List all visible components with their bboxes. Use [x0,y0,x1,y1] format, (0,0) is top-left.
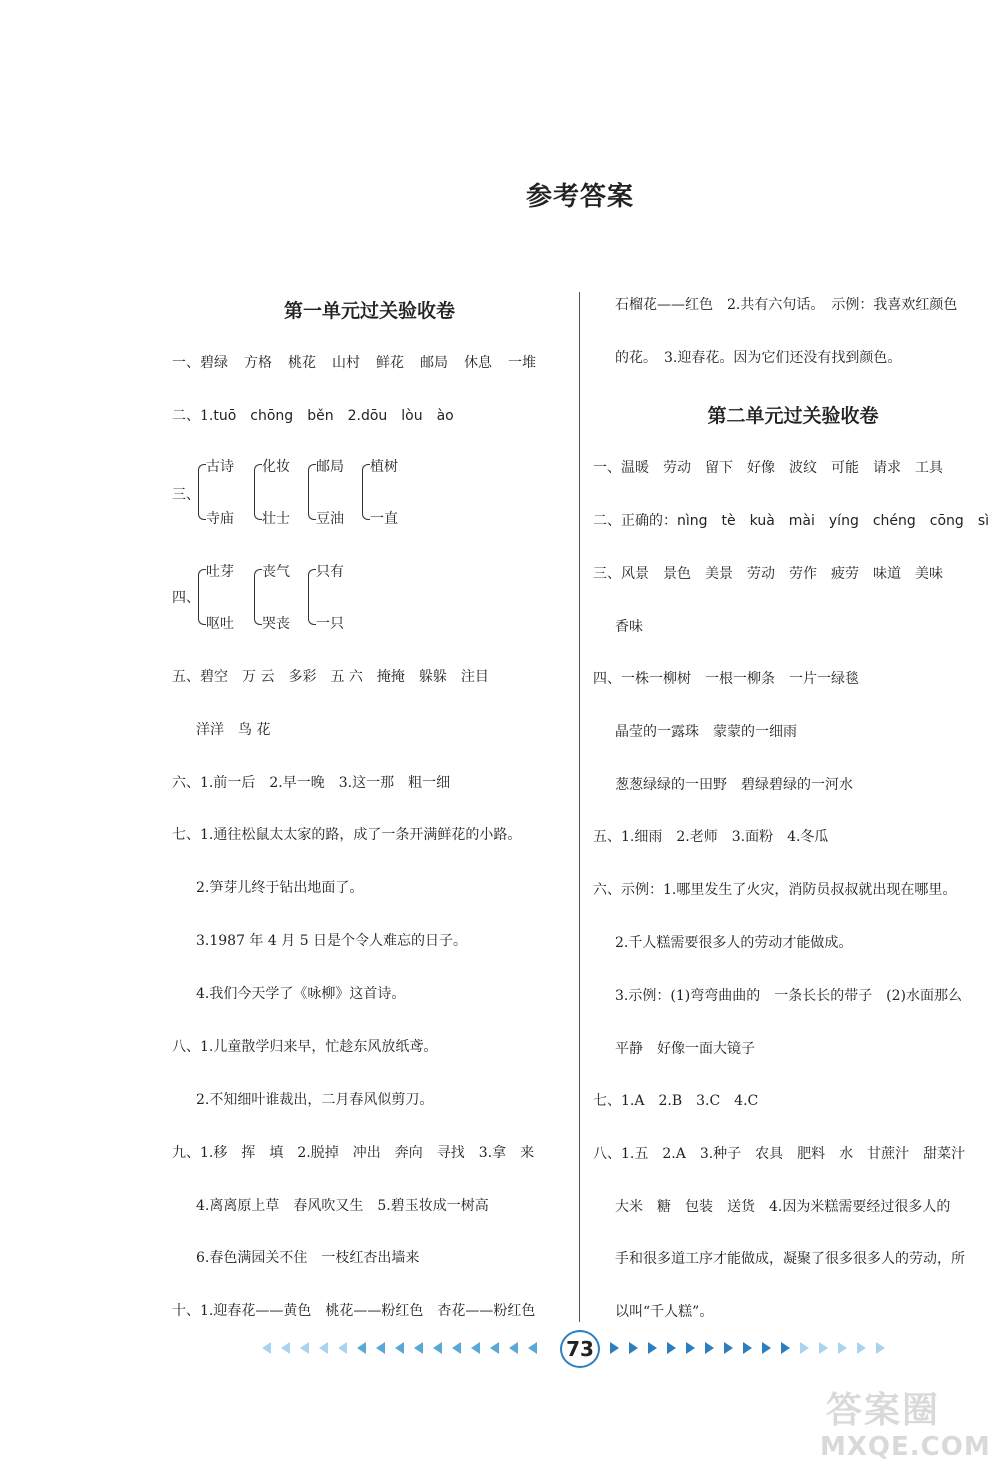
unit2-q1: 一、温暖 劳动 留下 好像 波纹 可能 请求 工具 [593,460,943,476]
right-arrow-icon [838,1342,847,1354]
right-arrow-icon [724,1342,733,1354]
unit2-q8-2: 大米 糖 包装 送货 4.因为米糕需要经过很多人的 [615,1199,951,1215]
unit1-q9-3: 6.春色满园关不住 一枝红杏出墙来 [196,1250,420,1266]
left-arrow-icon [414,1342,423,1354]
right-top-1: 石榴花——红色 2.共有六句话。 示例：我喜欢红颜色 [615,297,958,313]
unit1-q1: 一、碧绿 方格 桃花 山村 鲜花 邮局 休息 一堆 [172,355,536,371]
unit2-title: 第二单元过关验收卷 [707,405,879,427]
unit1-q7-1: 七、1.通往松鼠太太家的路，成了一条开满鲜花的小路。 [172,827,522,843]
unit2-q3-2: 香味 [615,619,643,635]
unit1-q7-2: 2.笋芽儿终于钻出地面了。 [196,880,364,896]
left-arrow-icon [452,1342,461,1354]
left-arrow-icon [471,1342,480,1354]
unit2-q8-3: 手和很多道工序才能做成，凝聚了很多很多人的劳动，所 [615,1251,965,1267]
unit1-q9-1: 九、1.移 挥 填 2.脱掉 冲出 奔向 寻找 3.拿 来 [172,1145,535,1161]
right-arrow-icon [705,1342,714,1354]
unit2-q4-3: 葱葱绿绿的一田野 碧绿碧绿的一河水 [615,777,853,793]
column-divider [579,292,580,1322]
unit1-title: 第一单元过关验收卷 [283,300,455,322]
unit2-q3-1: 三、风景 景色 美景 劳动 劳作 疲劳 味道 美味 [593,566,943,582]
left-arrow-icon [528,1342,537,1354]
unit2-q6-1: 六、示例：1.哪里发生了火灾，消防员叔叔就出现在哪里。 [593,882,957,898]
left-arrow-icon [262,1342,271,1354]
unit1-q3: 三、 古诗 寺庙 化妆 壮士 邮局 豆油 植树 一直 [172,459,398,527]
unit1-q4: 四、 吐芽 呕吐 丧气 哭丧 只有 一只 [172,564,344,632]
unit1-q9-2: 4.离离原上草 春风吹又生 5.碧玉妆成一树高 [196,1198,489,1214]
left-arrow-icon [509,1342,518,1354]
left-arrow-icon [376,1342,385,1354]
unit2-q5: 五、1.细雨 2.老师 3.面粉 4.冬瓜 [593,829,829,845]
right-arrow-icon [762,1342,771,1354]
unit2-q6-4: 平静 好像一面大镜子 [615,1041,755,1057]
unit2-q6-3: 3.示例：(1)弯弯曲曲的 一条长长的带子 (2)水面那么 [615,988,963,1004]
right-arrow-icon [800,1342,809,1354]
unit1-q5-line2: 洋洋 鸟 花 [196,722,271,738]
left-arrow-icon [281,1342,290,1354]
unit1-q10: 十、1.迎春花——黄色 桃花——粉红色 杏花——粉红色 [172,1303,536,1319]
unit2-q7: 七、1.A 2.B 3.C 4.C [593,1093,759,1109]
right-arrow-icon [743,1342,752,1354]
left-arrow-icon [338,1342,347,1354]
right-arrow-icon [648,1342,657,1354]
unit2-q4-2: 晶莹的一露珠 蒙蒙的一细雨 [615,724,797,740]
page-title: 参考答案 [525,182,634,212]
unit2-q4-1: 四、一株一柳树 一根一柳条 一片一绿毯 [593,671,859,687]
unit2-q2: 二、正确的：nìng tè kuà mài yíng chéng cōng sì [593,513,989,529]
right-top-2: 的花。 3.迎春花。因为它们还没有找到颜色。 [615,350,902,366]
page-number: 73 [560,1330,600,1368]
unit1-q5-line1: 五、碧空 万 云 多彩 五 六 掩掩 躲躲 注目 [172,669,489,685]
right-arrow-icon [610,1342,619,1354]
unit1-q7-4: 4.我们今天学了《咏柳》这首诗。 [196,986,406,1002]
left-arrow-icon [357,1342,366,1354]
left-arrow-icon [433,1342,442,1354]
unit1-q6: 六、1.前一后 2.早一晚 3.这一那 粗一细 [172,775,451,791]
unit1-q8-1: 八、1.儿童散学归来早，忙趁东风放纸鸢。 [172,1039,438,1055]
right-arrow-icon [781,1342,790,1354]
right-arrow-icon [819,1342,828,1354]
unit2-q8-4: 以叫“千人糕”。 [615,1304,714,1320]
right-arrow-icon [629,1342,638,1354]
watermark-logo: 答案圈 MXQE.COM [820,1390,991,1462]
left-arrow-icon [395,1342,404,1354]
left-arrow-icon [300,1342,309,1354]
right-arrow-icon [857,1342,866,1354]
unit2-q8-1: 八、1.五 2.A 3.种子 农具 肥料 水 甘蔗汁 甜菜汁 [593,1146,966,1162]
left-arrow-icon [319,1342,328,1354]
unit1-q8-2: 2.不知细叶谁裁出，二月春风似剪刀。 [196,1092,434,1108]
unit1-q7-3: 3.1987 年 4 月 5 日是个令人难忘的日子。 [196,933,468,949]
unit1-q2: 二、1.tuō chōng běn 2.dōu lòu ào [172,408,454,424]
right-arrow-icon [667,1342,676,1354]
unit2-q6-2: 2.千人糕需要很多人的劳动才能做成。 [615,935,853,951]
right-arrow-icon [876,1342,885,1354]
right-arrow-icon [686,1342,695,1354]
left-arrow-icon [490,1342,499,1354]
